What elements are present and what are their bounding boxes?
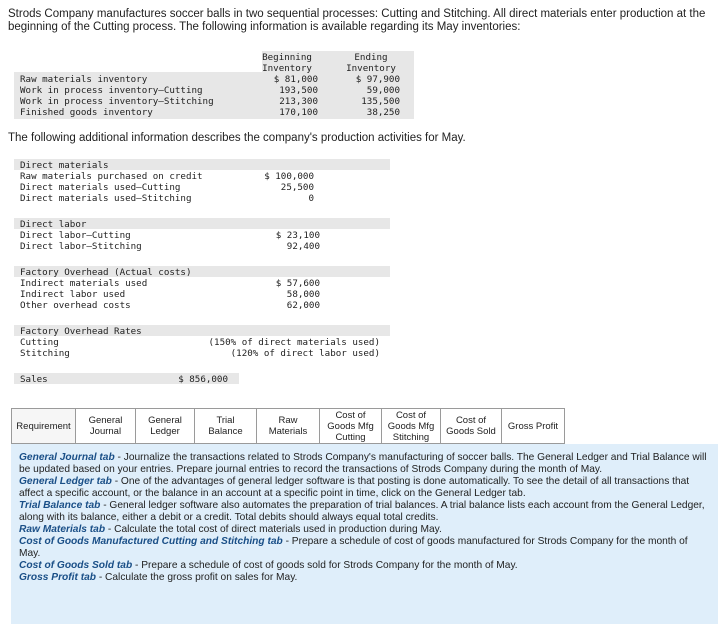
inventory-beginning-value: $ 81,000 xyxy=(273,74,318,85)
inventory-ending-value: 59,000 xyxy=(366,85,400,96)
tab-label: Cost of Goods Mfg Stitching xyxy=(387,409,435,443)
tab-label: General Ledger xyxy=(148,415,182,437)
tab-general-journal[interactable] xyxy=(75,408,136,444)
overhead-rates-row-label: Cutting xyxy=(20,337,59,348)
overhead-rates-row-label: Stitching xyxy=(20,348,70,359)
tab-cost-of-goods-mfg-cutting[interactable] xyxy=(319,408,382,444)
tab-cost-of-goods-mfg-stitching[interactable] xyxy=(381,408,441,444)
tab-label: Requirement xyxy=(16,420,71,432)
ending-inventory-header xyxy=(342,52,400,74)
direct-materials-row-label: Raw materials purchased on credit xyxy=(20,171,203,182)
factory-overhead-row-label: Indirect labor used xyxy=(20,289,126,300)
tab-label: Raw Materials xyxy=(268,415,308,437)
ending-header-line2: Inventory xyxy=(346,63,396,74)
tab-requirement[interactable] xyxy=(11,408,76,444)
tab-label: Gross Profit xyxy=(507,420,559,432)
direct-labor-row-label: Direct labor—Stitching xyxy=(20,241,142,252)
inventory-row-label: Work in process inventory—Cutting xyxy=(20,85,203,96)
ending-header-line1: Ending xyxy=(354,52,388,63)
overhead-rates-row-value: (120% of direct labor used) xyxy=(230,348,380,359)
instruction-cost-of-goods-sold: Cost of Goods Sold tab - Prepare a schedule of cost of goods sold for Strods Company for the month of May. xyxy=(19,560,518,571)
beginning-header-line1: Beginning xyxy=(262,52,312,63)
direct-materials-row-label: Direct materials used—Cutting xyxy=(20,182,181,193)
tab-cost-of-goods-sold[interactable] xyxy=(440,408,502,444)
inventory-ending-value: 38,250 xyxy=(366,107,400,118)
instruction-trial-balance: Trial Balance tab - General ledger software also automates the preparation of trial balances. A trial balance lists each account from the General Ledger, along with its balance, either a debit or a credit. Total debits should always equal total credits. xyxy=(19,500,705,523)
direct-labor-row-value: $ 23,100 xyxy=(275,230,320,241)
inventory-row-label: Work in process inventory—Stitching xyxy=(20,96,214,107)
instruction-general-ledger: General Ledger tab - One of the advantages of general ledger software is that posting is done automatically. To see the detail of all transactions that affect a specific account, or the balance in an account at a specific point in time, click on the General Ledger tab. xyxy=(19,476,690,499)
tab-general-ledger[interactable] xyxy=(135,408,195,444)
direct-materials-row-label: Direct materials used—Stitching xyxy=(20,193,192,204)
direct-labor-row-value: 92,400 xyxy=(286,241,320,252)
tab-label: Trial Balance xyxy=(208,415,243,437)
inventory-row-label: Raw materials inventory xyxy=(20,74,148,85)
activities-intro-text: The following additional information describes the company's production activities for May. xyxy=(8,132,466,144)
intro-text: Strods Company manufactures soccer balls in two sequential processes: Cutting and Stitching. All direct materials enter production at the beginning of the Cutting process. The following information is available regarding its May inventories: xyxy=(8,8,706,33)
factory-overhead-row-label: Indirect materials used xyxy=(20,278,148,289)
tab-raw-materials[interactable] xyxy=(256,408,320,444)
inventory-beginning-value: 193,500 xyxy=(279,85,318,96)
inventory-beginning-value: 170,100 xyxy=(279,107,318,118)
tab-label: Cost of Goods Sold xyxy=(446,415,496,437)
inventory-beginning-value: 213,300 xyxy=(279,96,318,107)
sales-value: $ 856,000 xyxy=(178,374,228,385)
instruction-raw-materials: Raw Materials tab - Calculate the total cost of direct materials used in production during May. xyxy=(19,524,442,535)
direct-materials-title: Direct materials xyxy=(20,160,109,171)
direct-labor-row-label: Direct labor—Cutting xyxy=(20,230,131,241)
factory-overhead-title: Factory Overhead (Actual costs) xyxy=(20,267,192,278)
overhead-rates-row-value: (150% of direct materials used) xyxy=(208,337,380,348)
sales-label: Sales xyxy=(20,374,48,385)
tab-label: General Journal xyxy=(88,415,123,437)
instructions-panel xyxy=(11,444,718,624)
factory-overhead-row-value: 62,000 xyxy=(286,300,320,311)
direct-materials-row-value: 0 xyxy=(308,193,314,204)
tab-trial-balance[interactable] xyxy=(194,408,257,444)
inventory-row-label: Finished goods inventory xyxy=(20,107,153,118)
tab-gross-profit[interactable] xyxy=(501,408,565,444)
direct-labor-title: Direct labor xyxy=(20,219,87,230)
tab-label: Cost of Goods Mfg Cutting xyxy=(327,409,374,443)
instruction-cost-of-goods-manufactured: Cost of Goods Manufactured Cutting and Stitching tab - Prepare a schedule of cost of goods manufactured for Strods Company for the month of May. xyxy=(19,536,688,559)
instruction-general-journal: General Journal tab - Journalize the transactions related to Strods Company's manufacturing of soccer balls. The General Ledger and Trial Balance will be updated based on your entries. Prepare journal entries to record the transactions of Strods Company during the month of May. xyxy=(19,452,707,475)
tab-bar xyxy=(11,408,564,444)
inventory-ending-value: 135,500 xyxy=(361,96,400,107)
direct-materials-row-value: $ 100,000 xyxy=(264,171,314,182)
direct-materials-row-value: 25,500 xyxy=(280,182,314,193)
instruction-gross-profit: Gross Profit tab - Calculate the gross profit on sales for May. xyxy=(19,572,298,583)
factory-overhead-row-label: Other overhead costs xyxy=(20,300,131,311)
factory-overhead-row-value: 58,000 xyxy=(286,289,320,300)
beginning-inventory-header xyxy=(258,52,316,74)
factory-overhead-row-value: $ 57,600 xyxy=(275,278,320,289)
inventory-ending-value: $ 97,900 xyxy=(355,74,400,85)
beginning-header-line2: Inventory xyxy=(262,63,312,74)
overhead-rates-title: Factory Overhead Rates xyxy=(20,326,142,337)
